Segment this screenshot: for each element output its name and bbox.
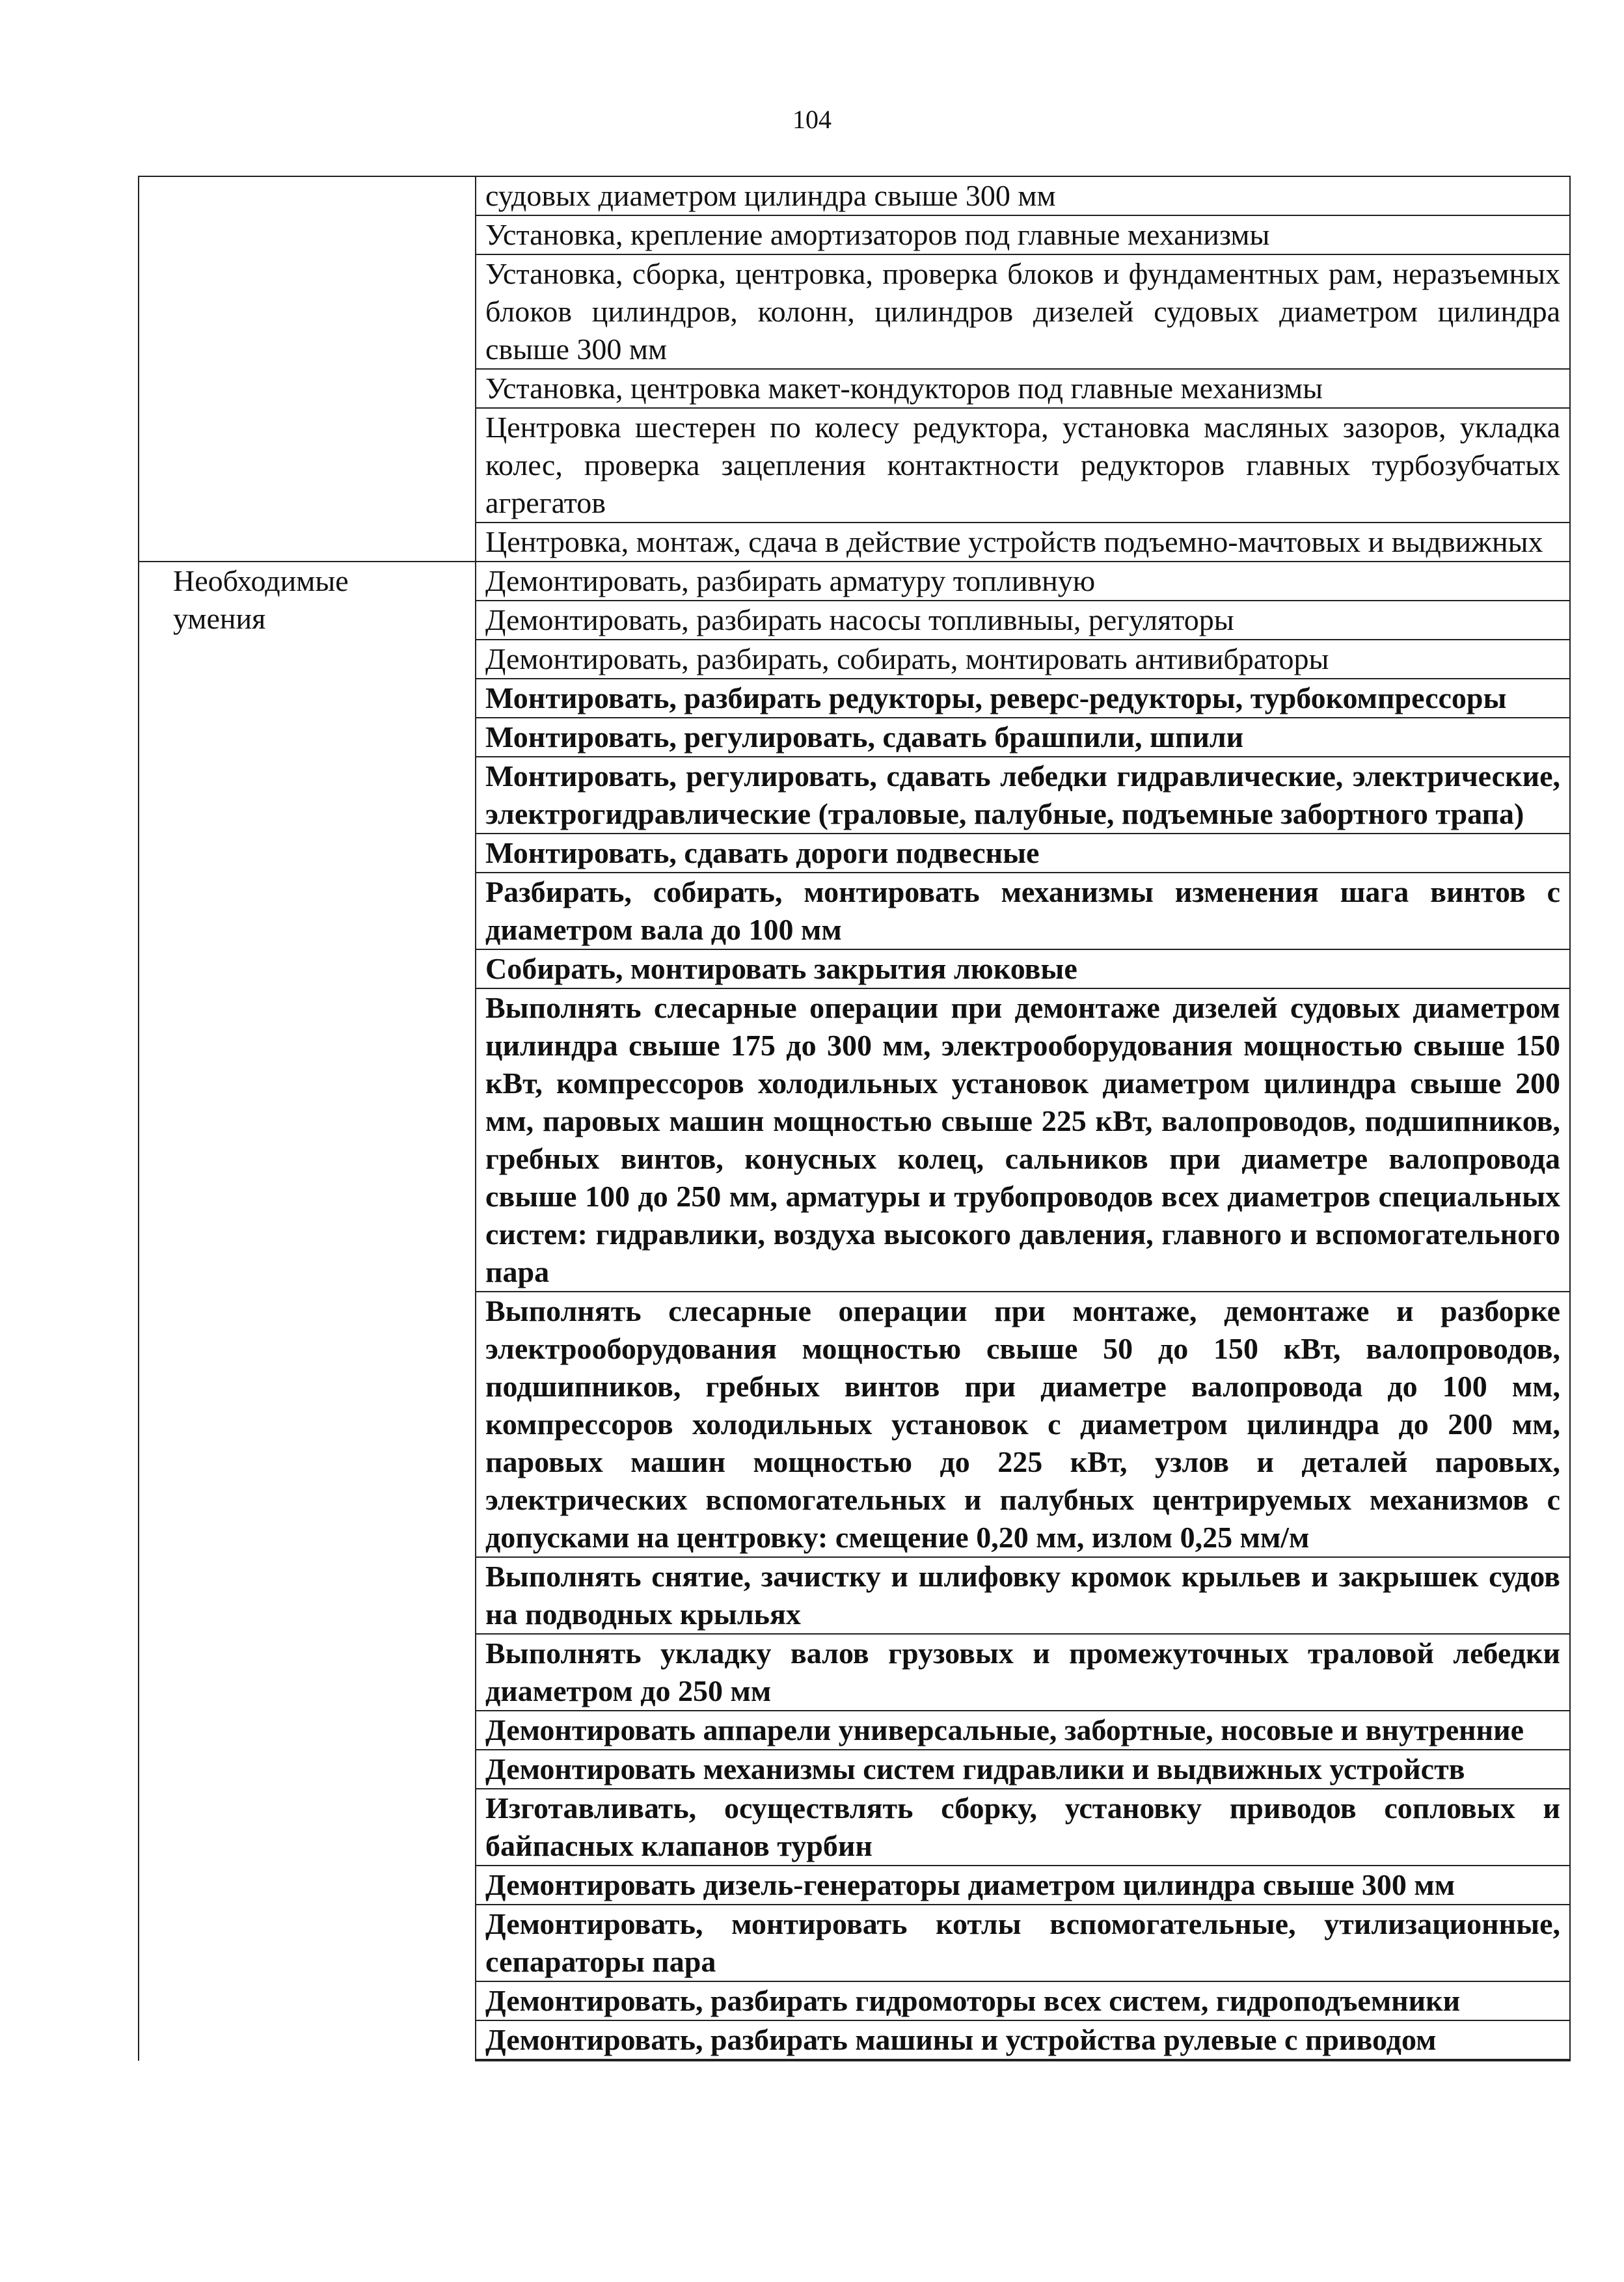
table-cell-description — [476, 2059, 1570, 2061]
table-cell-description: Демонтировать, разбирать машины и устройства рулевые с приводом — [476, 2020, 1570, 2059]
table-cell-description: Демонтировать, разбирать арматуру топливную — [476, 562, 1570, 601]
table-row — [139, 176, 1570, 215]
table-cell-description: Установка, сборка, центровка, проверка блоков и фундаментных рам, неразъемных блоков цилиндров, колонн, цилиндров дизелей судовых диаметром цилиндра свыше 300 мм — [476, 254, 1570, 369]
table-cell-description: Монтировать, регулировать, сдавать брашпили, шпили — [476, 718, 1570, 757]
table-cell-description: Установка, центровка макет-кондукторов под главные механизмы — [476, 369, 1570, 408]
table-cell-description: Разбирать, собирать, монтировать механизмы изменения шага винтов с диаметром вала до 100 мм — [476, 873, 1570, 949]
table-cell-description: Монтировать, сдавать дороги подвесные — [476, 834, 1570, 873]
table-cell-description: Монтировать, разбирать редукторы, реверс-редукторы, турбокомпрессоры — [476, 679, 1570, 718]
table-cell-description: Выполнять слесарные операции при монтаже, демонтаже и разборке электрооборудования мощностью свыше 50 до 150 кВт, валопроводов, подшипников, гребных винтов при диаметре валопровода до 100 мм, компрессоров холодильных установок с диаметром цилиндра до 200 мм, паровых машин мощностью до 225 кВт, узлов и деталей паровых, электрических вспомогательных и палубных центрируемых механизмов с допусками на центровку: смещение 0,20 мм, излом 0,25 мм/м — [476, 1292, 1570, 1557]
table-cell-description: Демонтировать дизель-генераторы диаметром цилиндра свыше 300 мм — [476, 1866, 1570, 1905]
table-cell-description: Демонтировать, монтировать котлы вспомогательные, утилизационные, сепараторы пара — [476, 1905, 1570, 1981]
table-cell-description: Демонтировать аппарели универсальные, забортные, носовые и внутренние — [476, 1711, 1570, 1750]
table-cell-description: Выполнять слесарные операции при демонтаже дизелей судовых диаметром цилиндра свыше 175 до 300 мм, электрооборудования мощностью свыше 150 кВт, компрессоров холодильных установок диаметром цилиндра свыше 200 мм, паровых машин мощностью свыше 225 кВт, валопроводов, подшипников, гребных винтов, конусных колец, сальников при диаметре валопровода свыше 100 до 250 мм, арматуры и трубопроводов всех диаметров специальных систем: гидравлики, воздуха высокого давления, главного и вспомогательного пара — [476, 988, 1570, 1292]
table-cell-description: Демонтировать, разбирать, собирать, монтировать антивибраторы — [476, 640, 1570, 679]
table-cell-description: Выполнять укладку валов грузовых и промежуточных траловой лебедки диаметром до 250 мм — [476, 1634, 1570, 1711]
table-cell-description: Демонтировать механизмы систем гидравлики и выдвижных устройств — [476, 1750, 1570, 1789]
section-label-skills — [139, 562, 476, 2061]
table-cell-description: Собирать, монтировать закрытия люковые — [476, 949, 1570, 988]
section-label-line: Необходимые — [173, 564, 349, 597]
table-cell-description: Центровка шестерен по колесу редуктора, установка масляных зазоров, укладка колес, проверка зацепления контактности редукторов главных турбозубчатых агрегатов — [476, 408, 1570, 523]
table-row — [139, 562, 1570, 601]
requirements-table — [138, 176, 1571, 2061]
table-cell-description: Монтировать, регулировать, сдавать лебедки гидравлические, электрические, электрогидравлические (траловые, палубные, подъемные забортного трапа) — [476, 757, 1570, 834]
table-cell-description: Демонтировать, разбирать насосы топливныы, регуляторы — [476, 601, 1570, 640]
table-cell-description: судовых диаметром цилиндра свыше 300 мм — [476, 176, 1570, 215]
page-number: 104 — [792, 105, 832, 134]
table-cell-description: Демонтировать, разбирать гидромоторы всех систем, гидроподъемники — [476, 1981, 1570, 2020]
table-cell-description: Установка, крепление амортизаторов под главные механизмы — [476, 215, 1570, 254]
table-cell-description: Центровка, монтаж, сдача в действие устройств подъемно-мачтовых и выдвижных — [476, 523, 1570, 562]
table-cell-description: Изготавливать, осуществлять сборку, установку приводов сопловых и байпасных клапанов турбин — [476, 1789, 1570, 1866]
section-label-empty — [139, 176, 476, 562]
table-cell-description: Выполнять снятие, зачистку и шлифовку кромок крыльев и закрышек судов на подводных крыльях — [476, 1557, 1570, 1634]
section-label-line: умения — [173, 602, 266, 635]
